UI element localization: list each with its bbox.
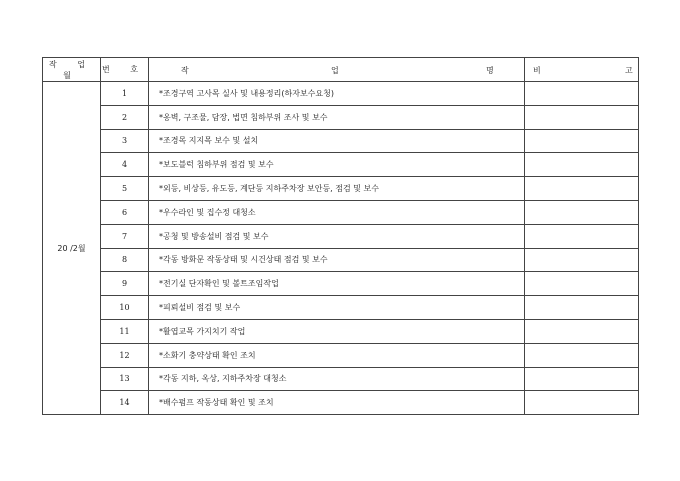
row-number: 6 [101,200,149,224]
header-month: 작 업 월 [43,58,101,82]
task-name: *옹벽, 구조물, 담장, 법면 침하부위 조사 및 보수 [149,105,525,129]
task-name: *외등, 비상등, 유도등, 계단등 지하주차장 보안등, 점검 및 보수 [149,177,525,201]
note-cell [525,153,639,177]
table-row [43,248,639,272]
table-header-row [43,58,639,82]
row-number: 5 [101,177,149,201]
note-cell [525,248,639,272]
task-name: *우수라인 및 집수정 대청소 [149,200,525,224]
row-number: 11 [101,319,149,343]
row-number: 14 [101,391,149,415]
note-cell [525,391,639,415]
table-row [43,391,639,415]
task-name: *배수펌프 작동상태 확인 및 조치 [149,391,525,415]
task-name: *조경목 지지목 보수 및 설치 [149,129,525,153]
note-cell [525,200,639,224]
note-cell [525,272,639,296]
header-task-char: 명 [486,66,494,75]
table-row [43,367,639,391]
table-row [43,296,639,320]
row-number: 4 [101,153,149,177]
work-schedule-table [42,57,639,415]
note-cell [525,367,639,391]
table-row [43,343,639,367]
task-name: *피뢰설비 점검 및 보수 [149,296,525,320]
table-row [43,224,639,248]
header-task-char: 작 [181,66,189,75]
row-number: 2 [101,105,149,129]
header-note-char: 비 [533,66,541,75]
header-task [149,58,525,82]
table-row [43,105,639,129]
note-cell [525,224,639,248]
table-row [43,82,639,106]
note-cell [525,82,639,106]
row-number: 1 [101,82,149,106]
task-name: *공청 및 방송설비 점검 및 보수 [149,224,525,248]
task-name: *각동 지하, 옥상, 지하주차장 대청소 [149,367,525,391]
row-number: 8 [101,248,149,272]
table-row [43,129,639,153]
note-cell [525,129,639,153]
task-name: *활엽교목 가지치기 작업 [149,319,525,343]
task-name: *소화기 충약상태 확인 조치 [149,343,525,367]
table-body [43,82,639,415]
header-task-char: 업 [331,66,339,75]
note-cell [525,177,639,201]
note-cell [525,319,639,343]
row-number: 12 [101,343,149,367]
task-name: *전기실 단자확인 및 볼트조임작업 [149,272,525,296]
task-name: *조경구역 고사목 실사 및 내용정리(하자보수요청) [149,82,525,106]
header-note [525,58,639,82]
table-row [43,177,639,201]
table-row [43,272,639,296]
month-cell: 20 /2월 [43,82,101,415]
table-row [43,200,639,224]
note-cell [525,105,639,129]
note-cell [525,296,639,320]
row-number: 10 [101,296,149,320]
note-cell [525,343,639,367]
task-name: *보도블럭 침하부위 점검 및 보수 [149,153,525,177]
row-number: 3 [101,129,149,153]
table-row [43,319,639,343]
row-number: 9 [101,272,149,296]
task-name: *각동 방화문 작동상태 및 시건상태 점검 및 보수 [149,248,525,272]
table-row [43,153,639,177]
header-number: 번 호 [101,58,149,82]
row-number: 13 [101,367,149,391]
header-note-char: 고 [625,66,633,75]
row-number: 7 [101,224,149,248]
